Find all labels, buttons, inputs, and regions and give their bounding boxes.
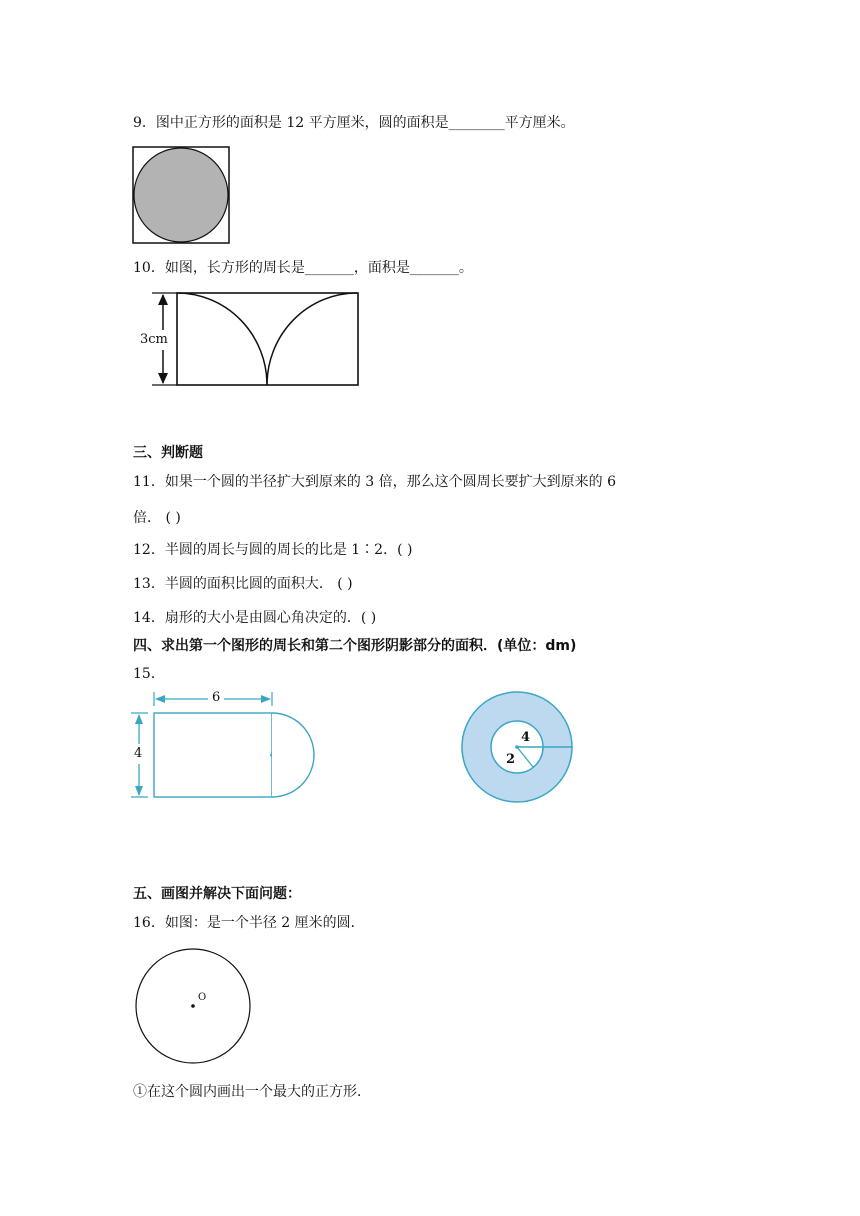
question-10-text: 10．如图，长方形的周长是_______，面积是_______。 <box>133 260 473 276</box>
q9-square-circle-figure <box>132 146 230 244</box>
q10-left-arc <box>177 293 267 385</box>
q15-height-label: 4 <box>134 744 142 764</box>
question-16-task: ①在这个圆内画出一个最大的正方形． <box>133 1084 371 1100</box>
q16-circle-figure <box>134 948 252 1066</box>
q15-radius-label: 2 <box>506 752 516 767</box>
question-12: 12．半圆的周长与圆的周长的比是 1∶2．( ) <box>133 542 413 558</box>
section-4-title: 四、求出第一个图形的周长和第二个图形阴影部分的面积．(单位：dm) <box>133 638 577 654</box>
q15-inner-label: 4 <box>521 730 531 745</box>
q15-height-arrow-up <box>135 714 143 724</box>
q10-arrow-up <box>158 294 168 305</box>
q16-center-label: O <box>198 992 207 1003</box>
q15-width-arrow-right <box>261 695 271 703</box>
question-9-text: 9．图中正方形的面积是 12 平方厘米，圆的面积是________平方厘米。 <box>133 115 575 131</box>
q9-circle <box>134 148 228 242</box>
section-3-title: 三、判断题 <box>133 445 203 461</box>
q15-height-arrow-down <box>135 786 143 796</box>
q15-rectangle <box>154 713 272 797</box>
q10-height-label: 3cm <box>140 330 168 350</box>
question-16-text: 16．如图：是一个半径 2 厘米的圆． <box>133 915 365 931</box>
q15-ring-figure <box>460 690 574 804</box>
question-13: 13．半圆的面积比圆的面积大． ( ) <box>133 576 353 592</box>
question-14: 14．扇形的大小是由圆心角决定的．( ) <box>133 610 377 626</box>
q10-right-arc <box>267 293 357 385</box>
question-15-number: 15． <box>133 666 165 682</box>
q15-ring-center <box>515 745 519 749</box>
question-11-line2: 倍． ( ) <box>133 510 181 526</box>
section-5-title: 五、画图并解决下面问题： <box>133 886 301 902</box>
q15-width-arrow-left <box>155 695 165 703</box>
q15-width-label: 6 <box>208 688 224 708</box>
q16-center-dot <box>191 1004 195 1008</box>
q10-arrow-down <box>158 373 168 384</box>
question-11-line1: 11．如果一个圆的半径扩大到原来的 3 倍，那么这个圆周长要扩大到原来的 6 <box>133 474 616 490</box>
q15-semicircle <box>272 713 314 797</box>
